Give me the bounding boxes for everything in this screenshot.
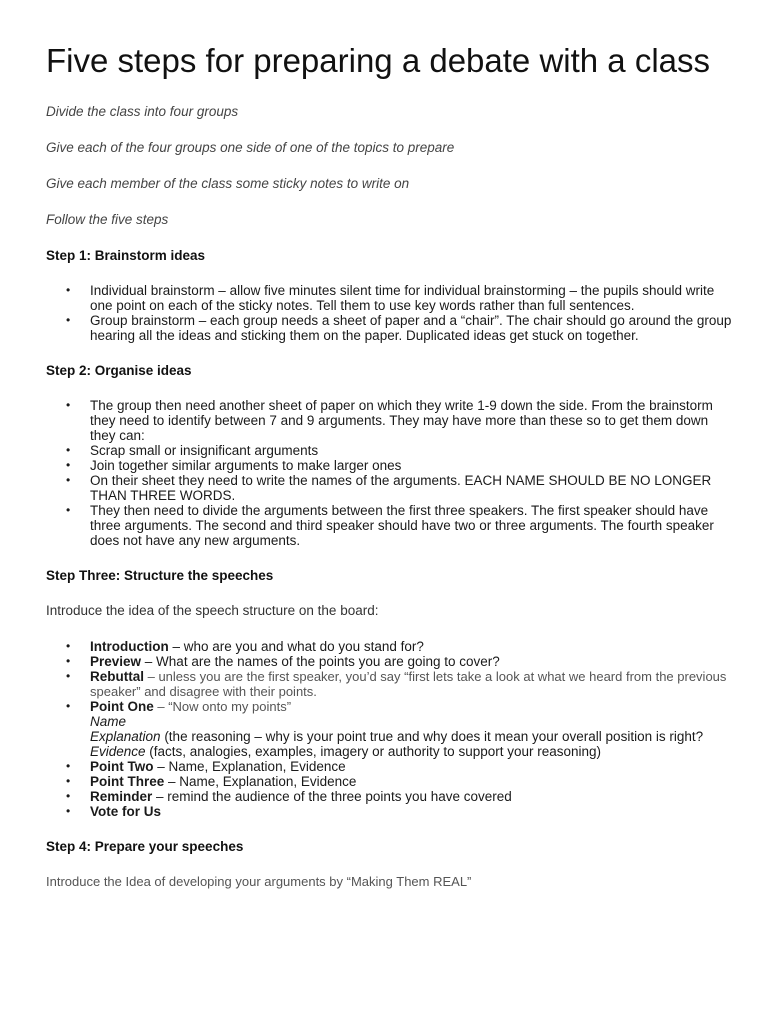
step-3-heading: Step Three: Structure the speeches (46, 568, 274, 583)
list-item: • Scrap small or insignificant arguments (90, 443, 736, 458)
point-one-label: Point One (90, 699, 154, 714)
step-4-heading: Step 4: Prepare your speeches (46, 839, 244, 854)
reminder-label: Reminder (90, 789, 153, 804)
explanation-text: (the reasoning – why is your point true and why does it mean your overall position is right? (160, 729, 704, 744)
step-3-list (46, 639, 736, 819)
point-three-label: Point Three (90, 774, 165, 789)
list-item (90, 639, 736, 654)
list-item: • The group then need another sheet of paper on which they write 1-9 down the side. From the brainstorm they need to identify between 7 and 9 arguments. They may have more than these so to get them down they can: (90, 398, 736, 443)
list-item (90, 699, 736, 759)
point-three-text: – Name, Explanation, Evidence (164, 774, 357, 789)
evidence-line (90, 744, 736, 759)
step-1-heading: Step 1: Brainstorm ideas (46, 248, 206, 263)
list-item (90, 669, 736, 699)
intro-line: Give each member of the class some sticky notes to write on (46, 176, 410, 191)
vote-label: Vote for Us (90, 804, 162, 819)
step-2-heading: Step 2: Organise ideas (46, 363, 192, 378)
list-item: • Individual brainstorm – allow five minutes silent time for individual brainstorming – the pupils should write one point on each of the sticky notes. Tell them to use key words rather than full sentences. (90, 283, 736, 313)
explanation-line (90, 729, 736, 744)
step-3-intro: Introduce the idea of the speech structure on the board: (46, 603, 379, 618)
step-4-intro: Introduce the Idea of developing your arguments by “Making Them REAL” (46, 874, 472, 889)
preview-label: Preview (90, 654, 142, 669)
document-page (46, 40, 736, 910)
list-item (90, 804, 736, 819)
rebuttal-text: – unless you are the first speaker, you’d say “first lets take a look at what we heard from the previous speaker” and disagree with their points. (90, 669, 727, 699)
evidence-text: (facts, analogies, examples, imagery or authority to support your reasoning) (145, 744, 602, 759)
list-item (90, 789, 736, 804)
explanation-label: Explanation (90, 729, 161, 744)
list-item: • Group brainstorm – each group needs a sheet of paper and a “chair”. The chair should go around the group hearing all the ideas and sticking them on the paper. Duplicated ideas get stuck on together. (90, 313, 736, 343)
introduction-label: Introduction (90, 639, 169, 654)
reminder-text: – remind the audience of the three points you have covered (152, 789, 512, 804)
introduction-text: – who are you and what do you stand for? (168, 639, 424, 654)
step-2-list (46, 398, 736, 548)
rebuttal-label: Rebuttal (90, 669, 144, 684)
intro-line: Follow the five steps (46, 212, 169, 227)
list-item (90, 774, 736, 789)
point-two-label: Point Two (90, 759, 154, 774)
step-1-list (46, 283, 736, 343)
preview-text: – What are the names of the points you are going to cover? (141, 654, 500, 669)
name-label: Name (90, 714, 127, 729)
list-item (90, 759, 736, 774)
list-item: • Join together similar arguments to make larger ones (90, 458, 736, 473)
point-two-text: – Name, Explanation, Evidence (153, 759, 346, 774)
intro-line: Give each of the four groups one side of one of the topics to prepare (46, 140, 455, 155)
document-title: Five steps for preparing a debate with a class (46, 42, 711, 79)
evidence-label: Evidence (90, 744, 146, 759)
intro-line: Divide the class into four groups (46, 104, 239, 119)
list-item: • On their sheet they need to write the names of the arguments. EACH NAME SHOULD BE NO LONGER THAN THREE WORDS. (90, 473, 736, 503)
point-one-text: – “Now onto my points” (153, 699, 292, 714)
list-item: • They then need to divide the arguments between the first three speakers. The first speaker should have three arguments. The second and third speaker should have two or three arguments. The fourth speaker does not have any new arguments. (90, 503, 736, 548)
list-item (90, 654, 736, 669)
